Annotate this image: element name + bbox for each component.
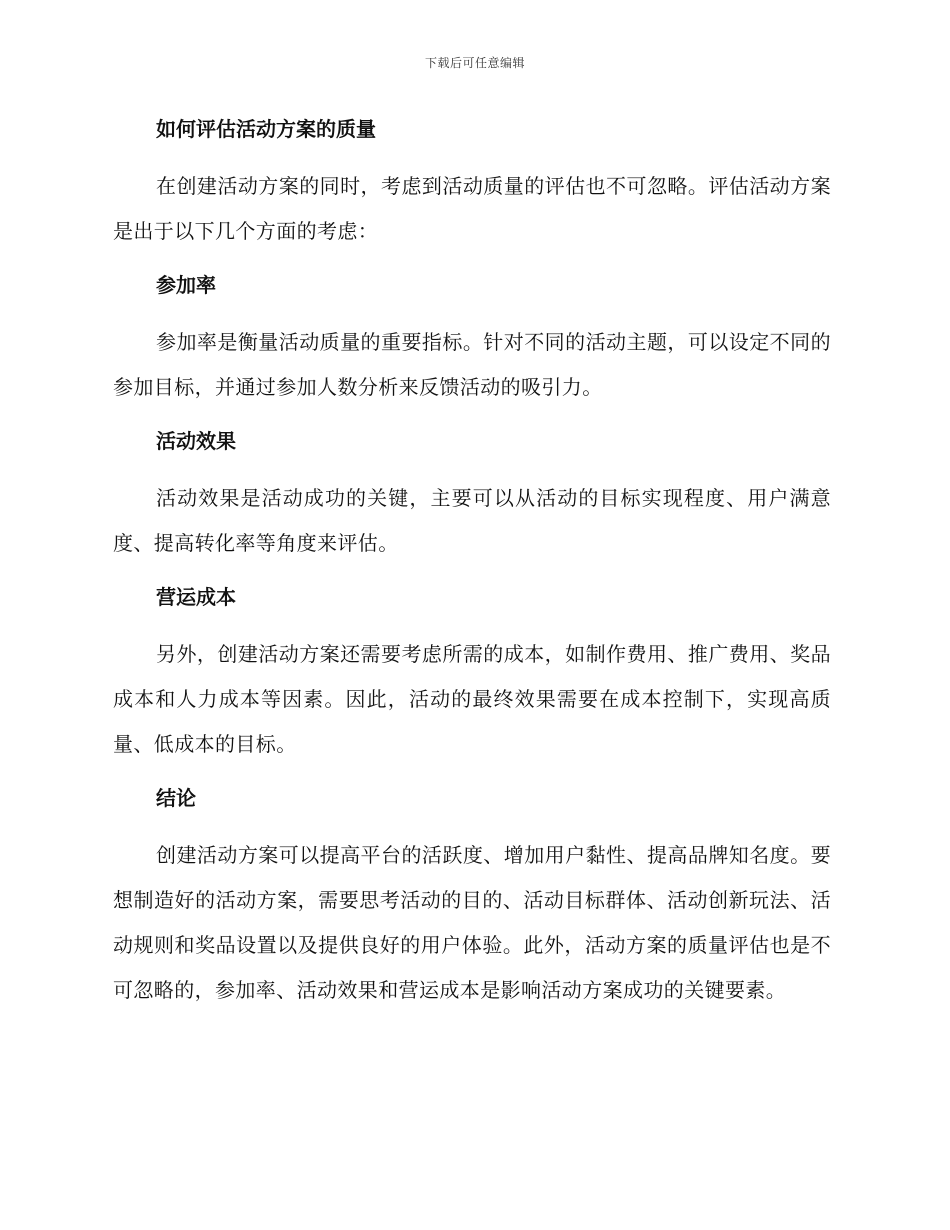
section-paragraph-activity-effect: 活动效果是活动成功的关键，主要可以从活动的目标实现程度、用户满意度、提高转化率等角度来评估。 [113, 486, 831, 555]
section-heading-participation-rate: 参加率 [156, 273, 216, 297]
header-note: 下载后可任意编辑 [424, 56, 525, 70]
section-heading-activity-effect: 活动效果 [156, 429, 236, 453]
section-heading-quality-evaluation: 如何评估活动方案的质量 [156, 117, 376, 141]
section-paragraph-quality-evaluation: 在创建活动方案的同时，考虑到活动质量的评估也不可忽略。评估活动方案是出于以下几个方面的考虑： [113, 174, 831, 243]
section-heading-conclusion: 结论 [156, 786, 196, 810]
section-paragraph-participation-rate: 参加率是衡量活动质量的重要指标。针对不同的活动主题，可以设定不同的参加目标，并通过参加人数分析来反馈活动的吸引力。 [113, 330, 831, 399]
section-paragraph-operating-cost: 另外，创建活动方案还需要考虑所需的成本，如制作费用、推广费用、奖品成本和人力成本等因素。因此，活动的最终效果需要在成本控制下，实现高质量、低成本的目标。 [113, 642, 831, 756]
section-paragraph-conclusion: 创建活动方案可以提高平台的活跃度、增加用户黏性、提高品牌知名度。要想制造好的活动方案，需要思考活动的目的、活动目标群体、活动创新玩法、活动规则和奖品设置以及提供良好的用户体验。此外，活动方案的质量评估也是不可忽略的，参加率、活动效果和营运成本是影响活动方案成功的关键要素。 [113, 843, 831, 1002]
section-heading-operating-cost: 营运成本 [156, 585, 236, 609]
document-body [113, 112, 831, 1013]
